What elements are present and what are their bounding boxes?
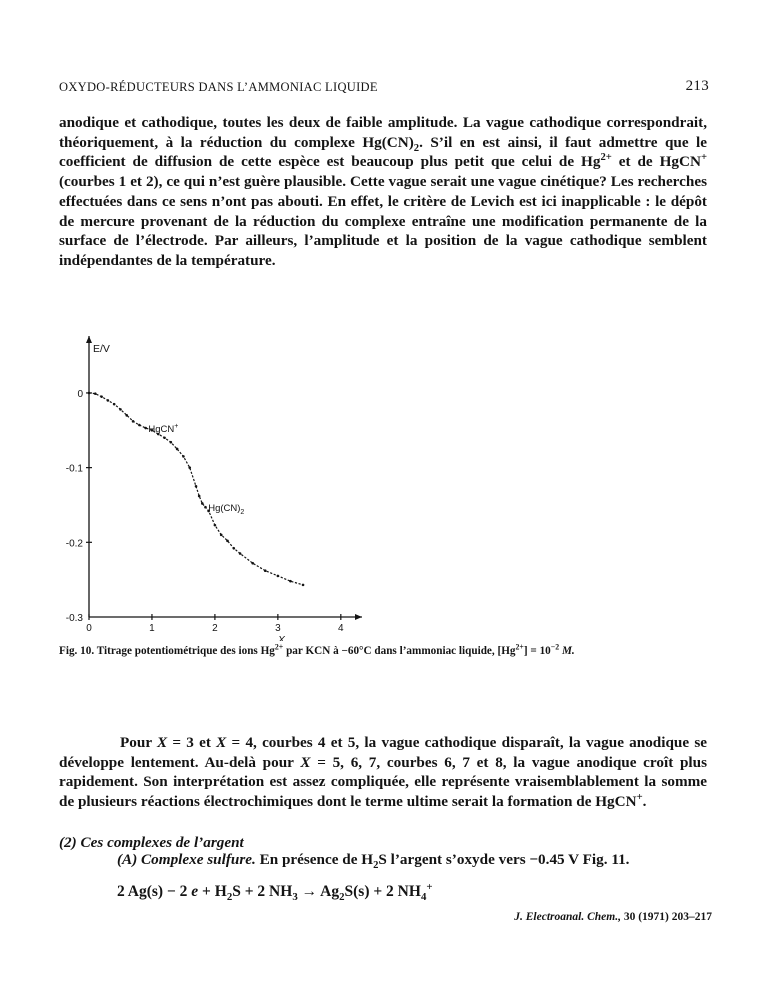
eq-s4: 4 xyxy=(420,891,427,904)
x-axis-label: X xyxy=(277,634,285,641)
p1-text-2: . S’il en est ainsi, il faut admettre que le coefficient de diffusion de cette espèce est beaucoup plus petit que celui de Hg xyxy=(59,133,707,171)
x-tick-label: 3 xyxy=(275,623,281,634)
titration-chart xyxy=(58,326,388,641)
eq-s2: 3 xyxy=(292,891,298,904)
data-point xyxy=(113,403,116,406)
y-tick-label: 0 xyxy=(77,388,83,400)
x-tick-label: 0 xyxy=(86,623,92,634)
p1-text-4: (courbes 1 et 2), ce qui n’est guère plausible. Cette vague serait une vague cinétique? Les recherches effectuées dans ce sens n’ont pas abouti. En effet, le critère de Levich est ici inapplicable : le dépôt de mercure provenant de la réduction du complexe entraîne une modification permanente de la surface de l’électrode. Par ailleurs, l’amplitude et la position de la vague cathodique semblent indépendantes de la température. xyxy=(59,173,707,269)
p2-sup: + xyxy=(636,792,643,804)
data-point xyxy=(195,485,198,488)
p2-var-2: X xyxy=(216,734,227,751)
p2-var-1: X xyxy=(157,734,168,751)
data-point xyxy=(163,436,166,439)
caption-sup-2: 2+ xyxy=(515,642,524,652)
data-point xyxy=(198,495,201,498)
eq-sup4: + xyxy=(426,880,433,893)
p1-sup-1: 2+ xyxy=(600,152,612,164)
eq-t5: S(s) + 2 NH xyxy=(344,883,421,900)
eq-t1: 2 Ag(s) − 2 xyxy=(117,883,192,900)
x-axis-arrow xyxy=(355,614,362,620)
data-point xyxy=(132,420,135,423)
caption-text-c: ] = 10 xyxy=(523,645,551,657)
p2-var-3: X xyxy=(300,753,311,771)
x-tick-label: 4 xyxy=(338,623,344,634)
p2-text-e: . xyxy=(642,793,647,811)
data-point xyxy=(251,562,254,565)
eq-electron: e xyxy=(191,883,199,900)
x-tick-label: 2 xyxy=(212,623,218,634)
eq-s1: 2 xyxy=(226,891,233,904)
journal-footer xyxy=(514,911,712,923)
paragraph-2 xyxy=(59,733,707,812)
data-point xyxy=(277,575,280,578)
page-number: 213 xyxy=(685,78,709,94)
p1-sub-1: 2 xyxy=(413,142,420,154)
caption-text-a: Titrage potentiométrique des ions Hg xyxy=(94,645,275,657)
figure-caption xyxy=(59,642,709,659)
data-point xyxy=(125,414,128,417)
eq-t2: + H xyxy=(198,883,227,900)
eq-t3: S + 2 NH xyxy=(232,883,293,900)
data-point xyxy=(239,552,242,555)
eq-s3: 2 xyxy=(339,891,345,904)
data-point xyxy=(144,427,147,430)
caption-text-d: M. xyxy=(559,645,575,657)
data-point xyxy=(182,455,185,458)
y-tick-label: -0.1 xyxy=(65,463,83,475)
p1-sup-2: + xyxy=(700,152,707,164)
section-heading: (2) Ces complexes de l’argent xyxy=(59,834,244,851)
running-title: OXYDO-RÉDUCTEURS DANS L’AMMONIAC LIQUIDE xyxy=(59,80,378,94)
p2-text-d: = 5, 6, 7, courbes 6, 7 et 8, la vague anodique croît plus rapidement. Son interprétation est assez compliquée, elle représente vraisemblablement la somme de plusieurs réactions électrochimiques dont le terme ultime serait la formation de HgCN xyxy=(59,753,707,811)
data-point xyxy=(226,540,229,543)
data-point xyxy=(170,441,173,444)
data-point xyxy=(188,466,191,469)
subsection-sub: 2 xyxy=(373,860,379,872)
subsection-line xyxy=(117,851,630,872)
caption-sup-3: −2 xyxy=(550,642,560,652)
p2-text-c: = 4, courbes 4 et 5, la vague cathodique disparaît, la vague anodique se développe lentement. Au-delà pour xyxy=(59,734,707,771)
p2-text-a: Pour xyxy=(120,734,158,751)
hgcn-label: HgCN+ xyxy=(148,423,179,436)
data-point xyxy=(302,584,305,587)
journal-volume: 30 (1971) 203–217 xyxy=(620,911,712,923)
data-point xyxy=(232,547,235,550)
running-header xyxy=(59,78,709,98)
y-axis-arrow xyxy=(86,336,92,343)
data-point xyxy=(220,534,223,537)
data-point xyxy=(100,395,103,398)
data-point xyxy=(119,408,122,411)
subsection-label: (A) Complexe sulfure. xyxy=(117,851,256,868)
caption-sup-1: 2+ xyxy=(274,642,284,652)
data-point xyxy=(204,506,207,509)
data-point xyxy=(201,502,204,505)
data-point xyxy=(94,392,97,395)
caption-label: Fig. 10. xyxy=(59,645,95,657)
data-point xyxy=(107,399,110,402)
subsection-text-a: En présence de H xyxy=(255,851,374,868)
caption-text-b: par KCN à −60°C dans l’ammoniac liquide, [Hg xyxy=(283,645,516,657)
p1-text-1: anodique et cathodique, toutes les deux de faible amplitude. La vague cathodique correspondrait, théoriquement, à la réduction du complexe Hg(CN) xyxy=(59,114,707,151)
y-axis-label: E/V xyxy=(93,343,110,355)
data-point xyxy=(289,580,292,583)
eq-t4: → Ag xyxy=(297,883,340,900)
data-point xyxy=(88,392,91,395)
journal-name: J. Electroanal. Chem., xyxy=(514,911,621,923)
subsection-text-b: S l’argent s’oxyde vers −0.45 V Fig. 11. xyxy=(378,851,630,868)
x-tick-label: 1 xyxy=(149,623,155,634)
titration-curve-line xyxy=(89,393,303,585)
data-point xyxy=(214,524,217,527)
reaction-equation xyxy=(117,880,433,904)
paragraph-1 xyxy=(59,113,707,271)
data-point xyxy=(138,424,141,427)
p1-text-3: et de HgCN xyxy=(611,153,701,171)
p2-text-b: = 3 et xyxy=(167,734,217,751)
data-point xyxy=(264,569,267,572)
figure-10 xyxy=(58,326,388,641)
y-tick-label: -0.2 xyxy=(65,538,83,550)
hgcn2-label: $Hg(CN)_2$ xyxy=(208,503,245,517)
y-tick-label: -0.3 xyxy=(65,613,83,624)
data-point xyxy=(176,448,179,451)
